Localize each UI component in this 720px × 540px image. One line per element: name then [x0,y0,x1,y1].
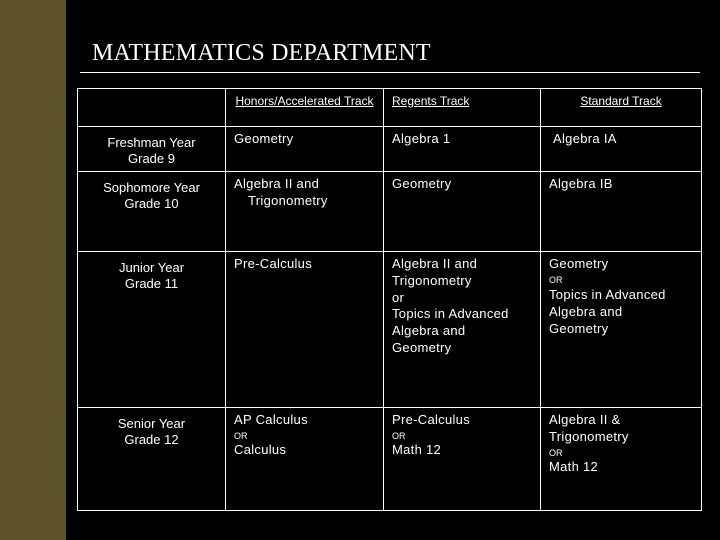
honors-cell: AP Calculus OR Calculus [226,408,384,511]
header-honors: Honors/Accelerated Track [226,89,384,127]
regents-cell: Pre-Calculus OR Math 12 [384,408,541,511]
grade-label: Grade 11 [124,276,179,291]
regents-cell: Geometry [384,172,541,252]
standard-cell: Algebra IB [541,172,702,252]
row-label [78,172,226,252]
honors-cell: Algebra II and Trigonometry [226,172,384,252]
table-row [78,252,702,408]
year-label: Sophomore Year [103,180,200,195]
header-standard: Standard Track [541,89,702,127]
regents-cell: Algebra 1 [384,127,541,172]
honors-cell: Pre-Calculus [226,252,384,408]
table-row [78,127,702,172]
year-label: Junior Year [118,260,185,275]
standard-cell: Geometry OR Topics in Advanced Algebra and Geometry [541,252,702,408]
table-row [78,408,702,511]
header-regents: Regents Track [384,89,541,127]
row-label [78,252,226,408]
year-label: Senior Year [117,416,186,431]
regents-cell: Algebra II and Trigonometry or Topics in Advanced Algebra and Geometry [384,252,541,408]
header-blank [78,89,226,127]
title-underline [80,72,700,73]
table-row [78,172,702,252]
side-accent-bar [0,0,66,540]
row-label [78,127,226,172]
grade-label: Grade 9 [128,151,175,166]
standard-cell: Algebra II & Trigonometry OR Math 12 [541,408,702,511]
grade-label: Grade 10 [124,196,179,211]
page-title: MATHEMATICS DEPARTMENT [92,40,431,66]
year-label: Freshman Year [107,135,196,150]
row-label [78,408,226,511]
curriculum-table [77,88,702,511]
grade-label: Grade 12 [124,432,179,447]
header-row [78,89,702,127]
standard-cell: Algebra IA [541,127,702,172]
honors-cell: Geometry [226,127,384,172]
